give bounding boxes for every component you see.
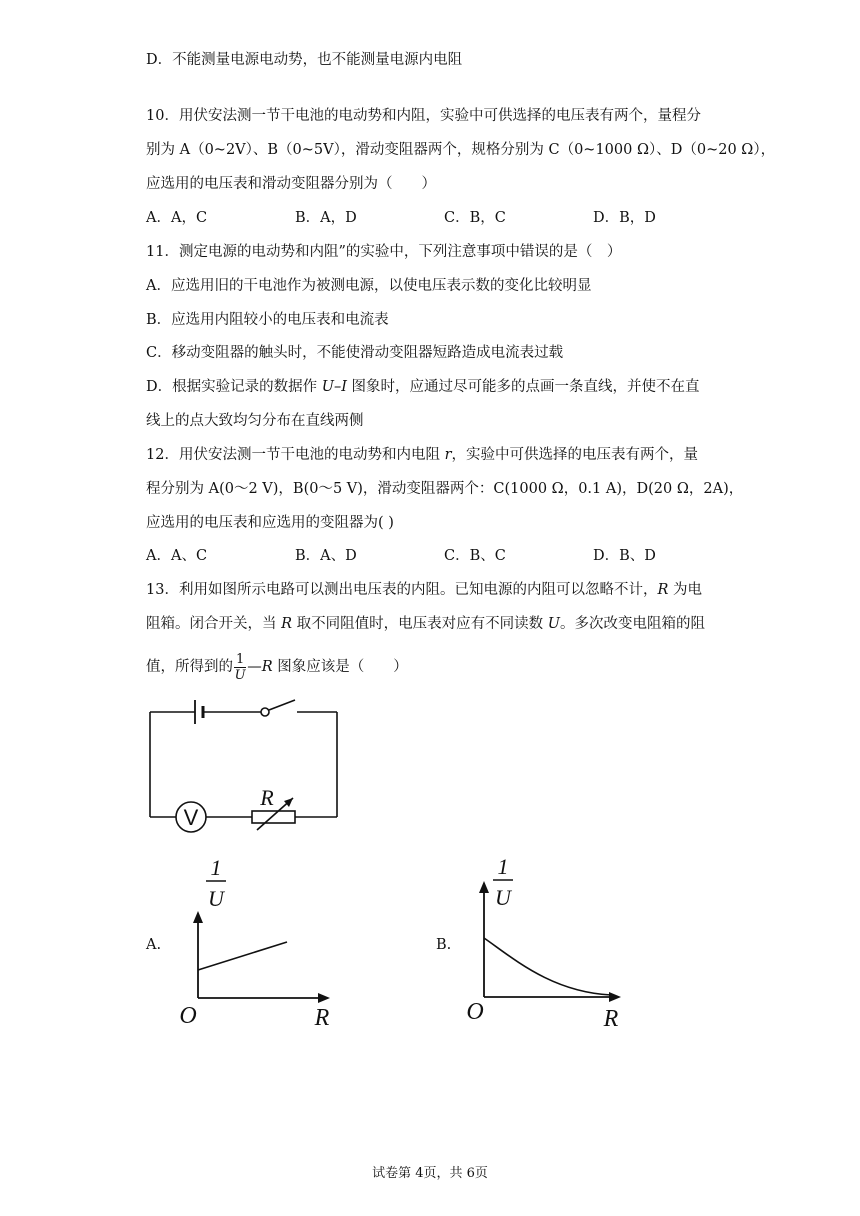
q10-stem-line1: 10．用伏安法测一节干电池的电动势和内阻，实验中可供选择的电压表有两个，量程分 [146, 108, 701, 124]
graph-b-y-arrow [479, 881, 489, 893]
q12a-post: ，实验中可供选择的电压表有两个，量 [451, 447, 698, 463]
q11-option-d-line2: 线上的点大致均匀分布在直线两侧 [146, 413, 364, 429]
q13b-mid: 取不同阻值时，电压表对应有不同读数 [292, 616, 548, 632]
q10-stem-line3: 应选用的电压表和滑动变阻器分别为（ ） [146, 176, 436, 192]
q11-option-d-line1 [146, 377, 700, 397]
graph-b-y-numerator: 1 [497, 854, 509, 879]
q12-option-c: C．B、C [444, 548, 506, 564]
q12a-r: r [444, 447, 452, 463]
circuit-diagram [145, 700, 345, 830]
q10-option-c: C．B，C [444, 210, 506, 226]
switch-blade [269, 700, 295, 710]
q12a-pre: 12．用伏安法测一节干电池的电动势和内电阻 [146, 447, 445, 463]
q12-stem-line3: 应选用的电压表和应选用的变阻器为( ) [146, 515, 394, 531]
q13-stem-line3 [146, 648, 408, 686]
graph-a-y-arrow [193, 911, 203, 923]
graph-a-y-numerator: 1 [210, 855, 222, 880]
q11-option-b: B．应选用内阻较小的电压表和电流表 [146, 312, 389, 328]
graph-a-x-arrow [318, 993, 330, 1003]
q13b-u: U [547, 616, 560, 632]
q11-option-a: A．应选用旧的干电池作为被测电源，以使电压表示数的变化比较明显 [146, 278, 592, 294]
q11d-pre: D．根据实验记录的数据作 [146, 379, 322, 395]
graph-b-x-label: R [603, 1006, 619, 1032]
q12-option-d: D．B、D [593, 548, 656, 564]
q13a-r: R [657, 582, 669, 598]
graph-a-y-denominator: U [208, 886, 224, 911]
graph-a [175, 855, 345, 1035]
resistor-box [252, 811, 295, 823]
q10-option-d: D．B，D [593, 210, 656, 226]
graph-b-y-denominator: U [495, 885, 511, 910]
q10-option-b: B．A，D [295, 210, 357, 226]
graph-a-option-label: A. [146, 937, 162, 953]
graph-b [463, 852, 633, 1032]
switch-pivot [261, 708, 269, 716]
q12-option-b: B．A、D [295, 548, 357, 564]
inline-fraction [234, 652, 246, 683]
graph-a-x-label: R [314, 1005, 330, 1031]
q12-stem-line2: 程分别为 A(0～2 V)，B(0～5 V)，滑动变阻器两个：C(1000 Ω，0.1 A)，D(20 Ω，2A)， [146, 481, 744, 497]
page-footer: 试卷第 4页，共 6页 [372, 1166, 488, 1181]
q13b-pre: 阻箱。闭合开关，当 [146, 616, 282, 632]
q13c-post: 图象应该是（ ） [272, 659, 408, 675]
q13c-r: R [261, 659, 273, 675]
q11d-ui: U–I [321, 379, 347, 395]
q13b-r: R [281, 616, 293, 632]
graph-b-curve [484, 938, 611, 995]
q13b-post: 。多次改变电阻箱的阻 [559, 616, 705, 632]
q10-stem-line2: 别为 A（0~2V）、B（0~5V），滑动变阻器两个，规格分别为 C（0~1000 Ω）、D（0~20 Ω）， [146, 142, 776, 158]
q13c-pre: 值，所得到的 [146, 659, 233, 675]
q11d-post: 图象时，应通过尽可能多的点画一条直线，并使不在直 [346, 379, 700, 395]
graph-b-x-arrow [609, 992, 621, 1002]
q13-stem-line1 [146, 580, 702, 600]
graph-b-option-label: B. [436, 937, 452, 953]
q11-option-c: C．移动变阻器的触头时，不能使滑动变阻器短路造成电流表过载 [146, 345, 564, 361]
q13c-dash: — [247, 659, 262, 675]
q12-stem-line1 [146, 445, 698, 465]
voltmeter-label: V [183, 805, 199, 830]
q13-stem-line2 [146, 614, 705, 634]
fraction-numerator: 1 [236, 651, 245, 667]
q9-option-d: D．不能测量电源电动势，也不能测量电源内电阻 [146, 52, 463, 68]
graph-a-origin: O [179, 1003, 197, 1029]
fraction-denominator: U [234, 667, 246, 683]
graph-b-origin: O [466, 999, 484, 1025]
q13a-pre: 13．利用如图所示电路可以测出电压表的内阻。已知电源的内阻可以忽略不计， [146, 582, 658, 598]
q10-option-a: A．A，C [146, 210, 208, 226]
graph-a-curve [198, 942, 287, 970]
q11-stem: 11．测定电源的电动势和内阻”的实验中，下列注意事项中错误的是（ ） [146, 244, 622, 260]
q12-option-a: A．A、C [146, 548, 208, 564]
q13a-post: 为电 [668, 582, 702, 598]
resistor-label: R [260, 785, 274, 810]
